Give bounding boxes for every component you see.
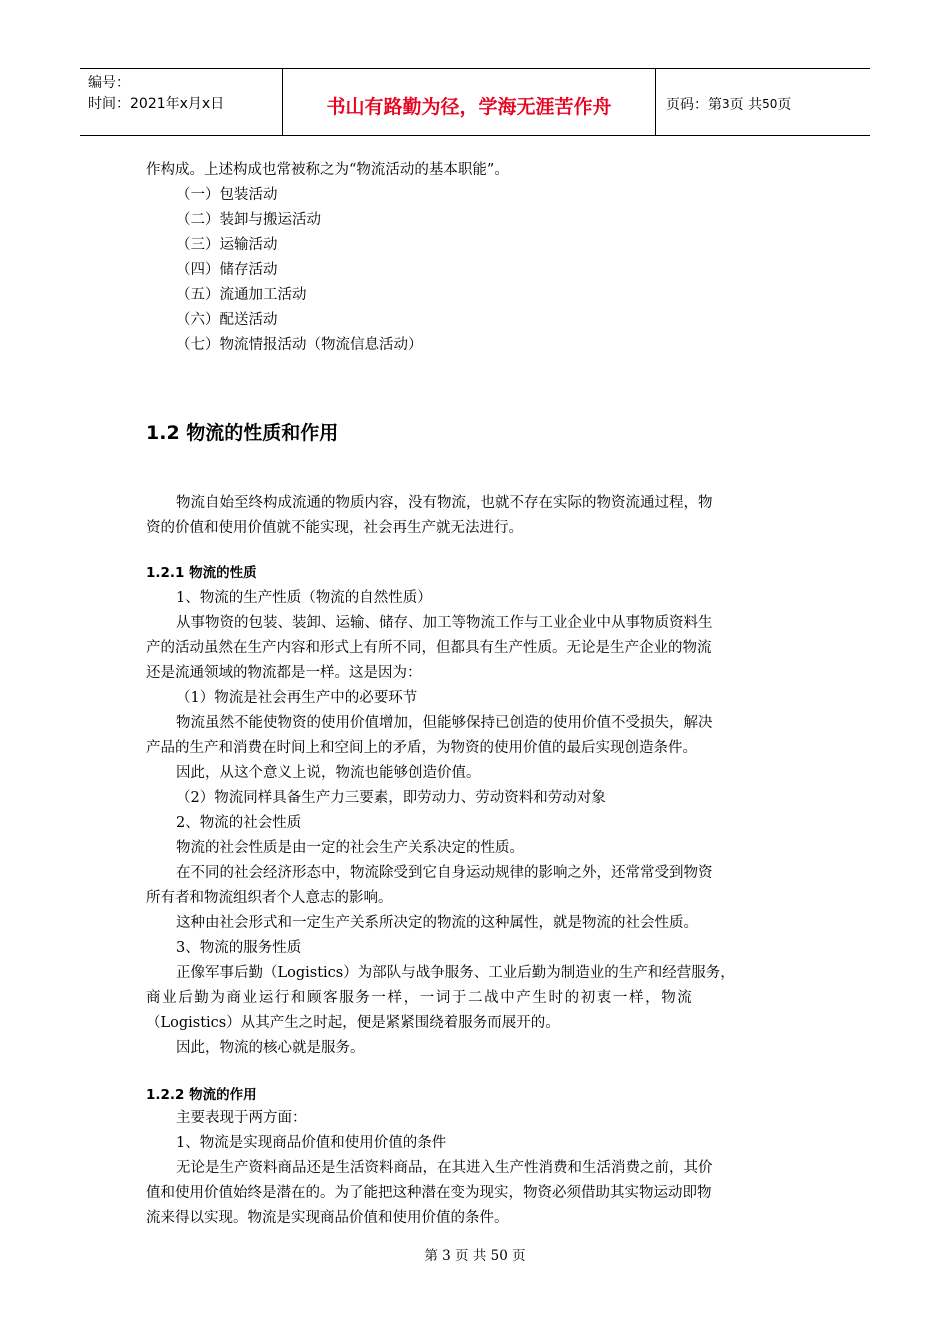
paragraph-line: 资的价值和使用价值就不能实现，社会再生产就无法进行。 (146, 520, 523, 536)
section-title: 1.2 物流的性质和作用 (146, 422, 339, 444)
paragraph-line: （Logistics）从其产生之时起，便是紧紧围绕着服务而展开的。 (146, 1015, 560, 1031)
list-item: （五）流通加工活动 (176, 287, 307, 303)
paragraph-line: 物流自始至终构成流通的物质内容，没有物流，也就不存在实际的物资流通过程，物 (176, 495, 713, 511)
list-item: （六）配送活动 (176, 312, 278, 328)
page-mid: 页 共 (729, 97, 763, 113)
page-number: 3 (722, 97, 730, 111)
paragraph-line: 商业后勤为商业运行和顾客服务一样，一词于二战中产生时的初衷一样，物流 (146, 990, 694, 1006)
paragraph-line: 所有者和物流组织者个人意志的影响。 (146, 890, 393, 906)
list-item: （四）储存活动 (176, 262, 278, 278)
page-footer: 第 3 页 共 50 页 (424, 1248, 526, 1264)
page-header (80, 68, 870, 136)
page-suffix: 页 (777, 97, 792, 113)
paragraph-line: 值和使用价值始终是潜在的。为了能把这种潜在变为现实，物资必须借助其实物运动即物 (146, 1185, 712, 1201)
paragraph-line: 1、物流是实现商品价值和使用价值的条件 (176, 1135, 447, 1151)
intro-line: 作构成。上述构成也常被称之为“物流活动的基本职能”。 (146, 162, 509, 178)
list-item: （三）运输活动 (176, 237, 278, 253)
paragraph-line: 这种由社会形式和一定生产关系所决定的物流的这种属性，就是物流的社会性质。 (176, 915, 698, 931)
paragraph-line: 2、物流的社会性质 (176, 815, 302, 831)
subsection-title: 1.2.1 物流的性质 (146, 565, 257, 581)
paragraph-line: 物流的社会性质是由一定的社会生产关系决定的性质。 (176, 840, 524, 856)
paragraph-line: 产的活动虽然在生产内容和形式上有所不同，但都具有生产性质。无论是生产企业的物流 (146, 640, 712, 656)
page-total: 50 (762, 97, 778, 111)
subsection-title: 1.2.2 物流的作用 (146, 1087, 257, 1103)
header-motto: 书山有路勤为径，学海无涯苦作舟 (283, 69, 656, 135)
page-prefix: 页码：第 (666, 97, 722, 113)
paragraph-line: 流来得以实现。物流是实现商品价值和使用价值的条件。 (146, 1210, 509, 1226)
paragraph-line: 因此，物流的核心就是服务。 (176, 1040, 365, 1056)
paragraph-line: 从事物资的包装、装卸、运输、储存、加工等物流工作与工业企业中从事物质资料生 (176, 615, 713, 631)
paragraph-line: 在不同的社会经济形态中，物流除受到它自身运动规律的影响之外，还常常受到物资 (176, 865, 713, 881)
document-body (146, 158, 810, 1231)
paragraph-line: 产品的生产和消费在时间上和空间上的矛盾，为物资的使用价值的最后实现创造条件。 (146, 740, 697, 756)
list-item: （七）物流情报活动（物流信息活动） (176, 337, 423, 353)
list-item: （一）包装活动 (176, 187, 278, 203)
paragraph-line: 还是流通领域的物流都是一样。这是因为： (146, 665, 422, 681)
paragraph-line: 无论是生产资料商品还是生活资料商品，在其进入生产性消费和生活消费之前，其价 (176, 1160, 713, 1176)
header-page-info (656, 69, 870, 135)
header-meta (80, 69, 283, 135)
paragraph-line: 3、物流的服务性质 (176, 940, 302, 956)
number-label: 编号： (88, 75, 130, 91)
list-item: （二）装卸与搬运活动 (176, 212, 321, 228)
paragraph-line: 物流虽然不能使物资的使用价值增加，但能够保持已创造的使用价值不受损失，解决 (176, 715, 713, 731)
paragraph-line: 正像军事后勤（Logistics）为部队与战争服务、工业后勤为制造业的生产和经营服务， (176, 965, 735, 981)
paragraph-line: 主要表现于两方面： (176, 1110, 307, 1126)
paragraph-line: （2）物流同样具备生产力三要素，即劳动力、劳动资料和劳动对象 (176, 790, 606, 806)
time-label: 时间：2021年x月x日 (88, 96, 225, 112)
paragraph-line: 因此，从这个意义上说，物流也能够创造价值。 (176, 765, 481, 781)
paragraph-line: 1、物流的生产性质（物流的自然性质） (176, 590, 432, 606)
paragraph-line: （1）物流是社会再生产中的必要环节 (176, 690, 418, 706)
